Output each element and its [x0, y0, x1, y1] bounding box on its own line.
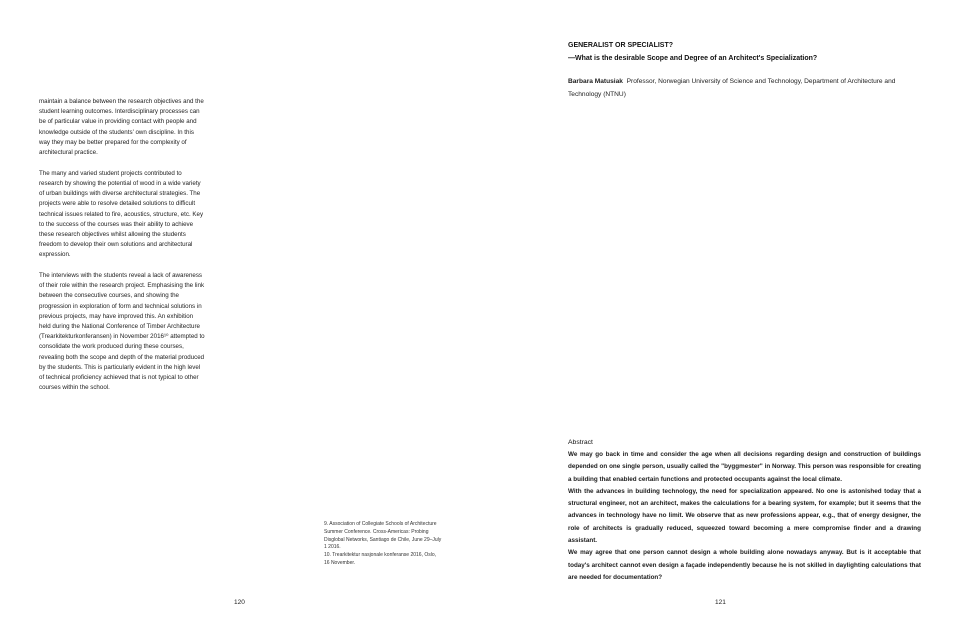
page-number-left: 120 — [234, 599, 245, 606]
author-affiliation: Professor, Norwegian University of Science and Technology, Department of Architecture and Technology (NTNU) — [568, 78, 896, 99]
abstract-paragraph: With the advances in building technology, the need for specialization appeared. No one is astonished today that a structural engineer, not an architect, makes the calculations for a bearing system, for example; but it seems that the advances in technology have no limit. We observe that as new professions appear, e.g., that of energy designer, the role of architects is gradually reduced, squeezed toward becoming a mere compromise finder and a drawing assistant. — [568, 487, 921, 545]
abstract-paragraph: We may go back in time and consider the age when all decisions regarding design and construction of buildings depended on one single person, usually called the "byggmester" in Norway. This person was responsible for creating a building that enabled certain functions and protected occupants against the local climate. — [568, 451, 921, 483]
body-paragraph: The many and varied student projects contributed to research by showing the potential of wood in a wide variety of urban buildings with diverse architectural strategies. The projects were able to resolve detailed solutions to difficult technical issues related to fire, acoustics, structure, etc. Key to the success of the courses was their ability to achieve these research objectives whilst allowing the students freedom to develop their own solutions and architectural expression. — [39, 169, 204, 259]
footnote-10: 10. Trearkitektur nasjonale konferanse 2016, Oslo, 16 November. — [324, 552, 437, 566]
footnotes — [324, 521, 442, 568]
body-paragraph: maintain a balance between the research objectives and the student learning outcomes. Interdisciplinary processes can be of particular value in providing contact with people and knowledge outside of the students' own discipline. In this way they may be better prepared for the complexity of architectural practice. — [39, 98, 204, 157]
abstract-heading: Abstract — [568, 439, 593, 446]
author-byline — [568, 75, 920, 102]
footnote-9: 9. Association of Collegiate Schools of Architecture Summer Conference. Cross-Americas: Probing Disglobal Networks, Santiago de Chile, June 29–July 1 2016. — [324, 521, 442, 551]
body-paragraph: The interviews with the students reveal a lack of awareness of their role within the research project. Emphasising the link between the consecutive courses, and showing the progression in exploration of form and technical solutions in previous projects, may have improved this. An exhibition held during the National Conference of Timber Architecture (Trearkitekturkonferansen) in November 2016¹⁰ attempted to consolidate the work produced during these courses, revealing both the scope and depth of the material produced by the students. This is particularly evident in the high level of technical proficiency achieved that is not typical to other courses within the school. — [39, 272, 205, 392]
abstract-paragraph: We may agree that one person cannot design a whole building alone nowadays anyway. But is it acceptable that today's architect cannot even design a façade independently because he is not skilled in daylighting calculations that are needed for documentation? — [568, 549, 921, 581]
body-text-column — [39, 97, 205, 404]
author-name: Barbara Matusiak — [568, 78, 623, 85]
right-page — [480, 0, 960, 637]
title-subtitle: —What is the desirable Scope and Degree of an Architect's Specialization? — [568, 55, 818, 62]
page-number-right: 121 — [715, 599, 726, 606]
abstract-section — [568, 437, 921, 584]
title-main: GENERALIST OR SPECIALIST? — [568, 42, 674, 49]
article-title — [568, 39, 918, 65]
